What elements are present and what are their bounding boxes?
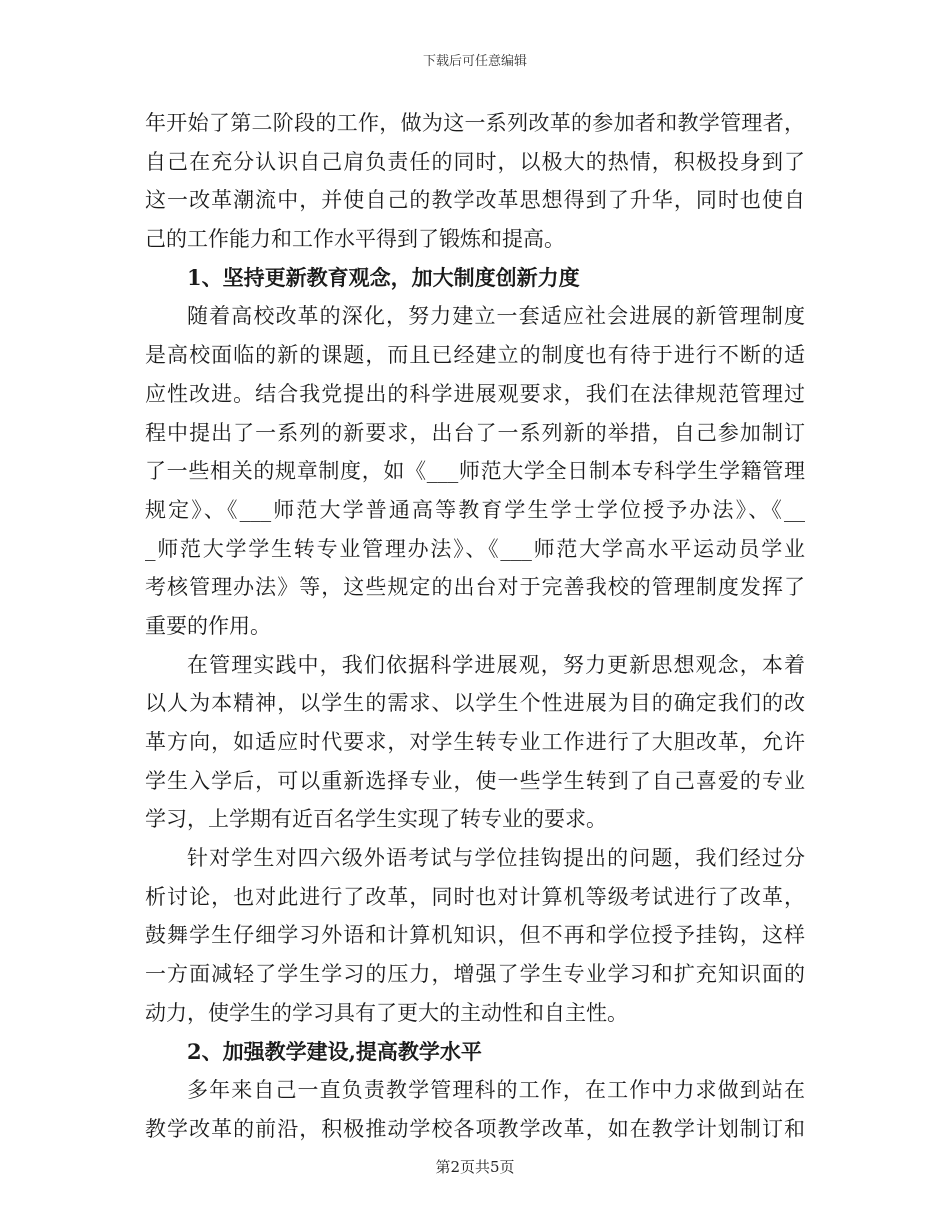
paragraph-line: 了一些相关的规章制度，如《___师范大学全日制本专科学生学籍管理 — [145, 459, 805, 484]
paragraph-line: 规定》、《___师范大学普通高等教育学生学士学位授予办法》、《__ — [145, 497, 805, 522]
paragraph — [145, 104, 805, 259]
paragraph-line: _师范大学学生转专业管理办法》、《___师范大学高水平运动员学业 — [145, 536, 805, 561]
paragraph-line: 针对学生对四六级外语考试与学位挂钩提出的问题，我们经过分 — [187, 846, 805, 871]
section-heading: 2、加强教学建设,提高教学水平 — [187, 1038, 482, 1064]
page-header-note: 下载后可任意编辑 — [422, 54, 527, 69]
document-body — [145, 104, 805, 1149]
paragraph-line: 随着高校改革的深化，努力建立一套适应社会进展的新管理制度 — [187, 304, 805, 329]
paragraph-line: 自己在充分认识自己肩负责任的同时，以极大的热情，积极投身到了 — [145, 149, 805, 174]
paragraph-line: 重要的作用。 — [145, 613, 271, 638]
paragraph-line: 是高校面临的新的课题，而且已经建立的制度也有待于进行不断的适 — [145, 343, 805, 368]
paragraph-line: 革方向，如适应时代要求，对学生转专业工作进行了大胆改革，允许 — [145, 730, 805, 754]
paragraph-line: 程中提出了一系列的新要求，出台了一系列新的举措，自己参加制订 — [145, 420, 805, 445]
paragraph-line: 动力，使学生的学习具有了更大的主动性和自主性。 — [145, 1000, 628, 1025]
paragraph-line: 鼓舞学生仔细学习外语和计算机知识，但不再和学位授予挂钩，这样 — [145, 923, 805, 948]
paragraph-line: 学习，上学期有近百名学生实现了转专业的要求。 — [145, 807, 607, 832]
page-number: 第2页共5页 — [435, 1158, 515, 1176]
paragraph — [145, 297, 805, 645]
paragraph-line: 应性改进。结合我党提出的科学进展观要求，我们在法律规范管理过 — [145, 381, 805, 406]
paragraph-line: 这一改革潮流中，并使自己的教学改革思想得到了升华，同时也使自 — [145, 188, 805, 213]
paragraph — [145, 646, 805, 839]
section-heading: 1、坚持更新教育观念，加大制度创新力度 — [187, 264, 580, 290]
paragraph-line: 年开始了第二阶段的工作，做为这一系列改革的参加者和教学管理者， — [145, 111, 805, 135]
paragraph-line: 多年来自己一直负责教学管理科的工作，在工作中力求做到站在 — [187, 1078, 805, 1103]
paragraph — [145, 1071, 805, 1148]
paragraph-line: 在管理实践中，我们依据科学进展观，努力更新思想观念，本着 — [187, 652, 805, 677]
paragraph-line: 教学改革的前沿，积极推动学校各项教学改革，如在教学计划制订和 — [145, 1116, 805, 1141]
paragraph-line: 一方面减轻了学生学习的压力，增强了学生专业学习和扩充知识面的 — [145, 962, 805, 987]
paragraph-line: 考核管理办法》等，这些规定的出台对于完善我校的管理制度发挥了 — [145, 575, 805, 600]
paragraph-line: 以人为本精神，以学生的需求、以学生个性进展为目的确定我们的改 — [145, 691, 805, 716]
paragraph-line: 学生入学后，可以重新选择专业，使一些学生转到了自己喜爱的专业 — [145, 768, 805, 793]
paragraph — [145, 839, 805, 1032]
paragraph-line: 析讨论，也对此进行了改革，同时也对计算机等级考试进行了改革， — [145, 884, 805, 909]
paragraph-line: 己的工作能力和工作水平得到了锻炼和提高。 — [145, 227, 565, 252]
